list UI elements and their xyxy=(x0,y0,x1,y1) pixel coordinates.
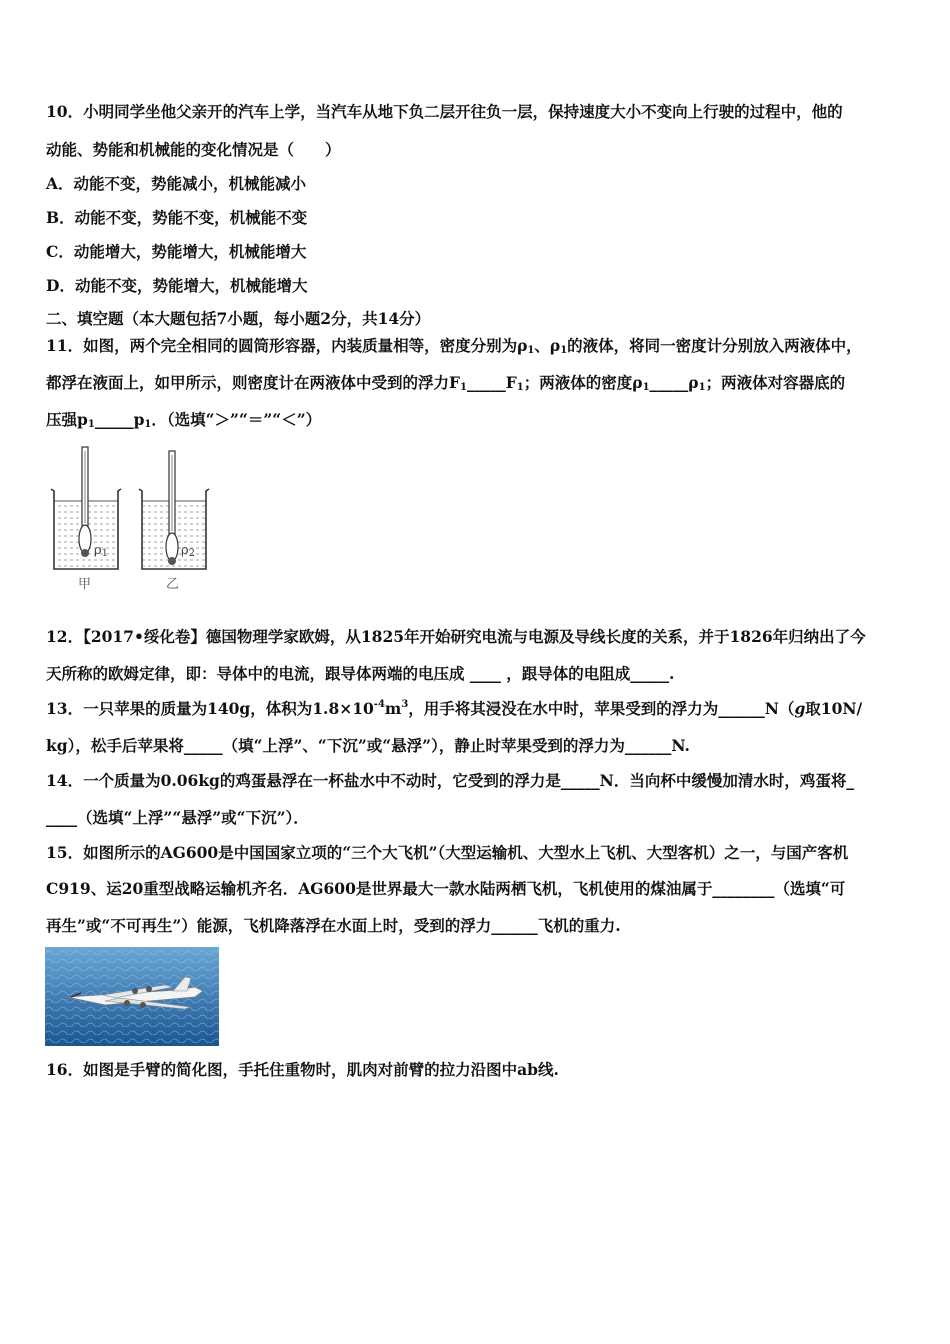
q13-line2: kg），松手后苹果将_____（填“上浮”、“下沉”或“悬浮”），静止时苹果受到的浮力为______N. xyxy=(46,736,690,755)
q15-line2: C919、运20重型战略运输机齐名．AG600是世界最大一款水陆两栖飞机，飞机使用的煤油属于________（选填“可 xyxy=(46,879,846,898)
q14-line2: ____（选填“上浮”“悬浮”或“下沉”）． xyxy=(46,808,309,827)
q11-line1: 11．如图，两个完全相同的圆筒形容器，内装质量相等，密度分别为$\rho_1$、$\rho_1$的液体，将同一密度计分别放入两液体中， xyxy=(46,336,862,356)
beakers-diagram xyxy=(46,443,216,593)
q10-line2: 动能、势能和机械能的变化情况是（ ） xyxy=(46,140,341,159)
q14-line1: 14．一个质量为0.06kg的鸡蛋悬浮在一杯盐水中不动时，它受到的浮力是_____N．当向杯中缓慢加清水时，鸡蛋将_ xyxy=(46,771,855,790)
right-beaker xyxy=(139,451,209,569)
q12-line1: 12．【2017•绥化卷】德国物理学家欧姆，从1825年开始研究电流与电源及导线长度的关系，并于1826年归纳出了今 xyxy=(46,627,866,646)
q10-option-d: D．动能不变，势能增大，机械能增大 xyxy=(46,276,308,295)
q10-option-b: B．动能不变，势能不变，机械能不变 xyxy=(46,208,308,227)
q15-line3: 再生”或“不可再生”）能源，飞机降落浮在水面上时，受到的浮力______飞机的重力. xyxy=(46,916,621,935)
q13-line1: 13．一只苹果的质量为140g，体积为$1.8\times 10^{-4}m^3$，用手将其浸没在水中时，苹果受到的浮力为______N（g取10N/ xyxy=(46,699,863,718)
left-beaker-caption: 甲 xyxy=(78,577,92,592)
section-heading: 二、填空题（本大题包括7小题，每小题2分，共14分） xyxy=(46,309,431,328)
rho1-label: $\rho_1$ xyxy=(94,543,109,559)
q11-hydrometer-figure xyxy=(46,443,216,593)
ag600-seaplane-image xyxy=(45,947,219,1046)
q16-line1: 16．如图是手臂的简化图，手托住重物时，肌肉对前臂的拉力沿图中ab线. xyxy=(46,1060,559,1079)
seaplane-illustration xyxy=(45,947,219,1046)
q10-option-c: C．动能增大，势能增大，机械能增大 xyxy=(46,242,307,261)
rho2-label: $\rho_2$ xyxy=(181,543,196,559)
q12-line2: 天所称的欧姆定律，即：导体中的电流，跟导体两端的电压成 ____ ，跟导体的电阻成_____. xyxy=(46,664,675,683)
right-beaker-caption: 乙 xyxy=(166,577,180,592)
q11-line2: 都浮在液面上，如甲所示，则密度计在两液体中受到的浮力$F_1\_\_\_\_\_F_1$；两液体的密度$\rho_1\_\_\_\_\_\rho_1$；两液体对容器底的 xyxy=(46,373,846,393)
q15-line1: 15．如图所示的AG600是中国国家立项的“三个大飞机”（大型运输机、大型水上飞机、大型客机）之一，与国产客机 xyxy=(46,843,849,862)
q10-option-a: A．动能不变，势能减小，机械能减小 xyxy=(46,174,307,193)
left-beaker xyxy=(51,447,121,569)
q10-line1: 10．小明同学坐他父亲开的汽车上学，当汽车从地下负二层开往负一层，保持速度大小不变向上行驶的过程中，他的 xyxy=(46,102,843,121)
q11-line3: 压强$p_1\_\_\_\_\_p_1$．（选填“＞”“＝”“＜”） xyxy=(46,410,322,430)
